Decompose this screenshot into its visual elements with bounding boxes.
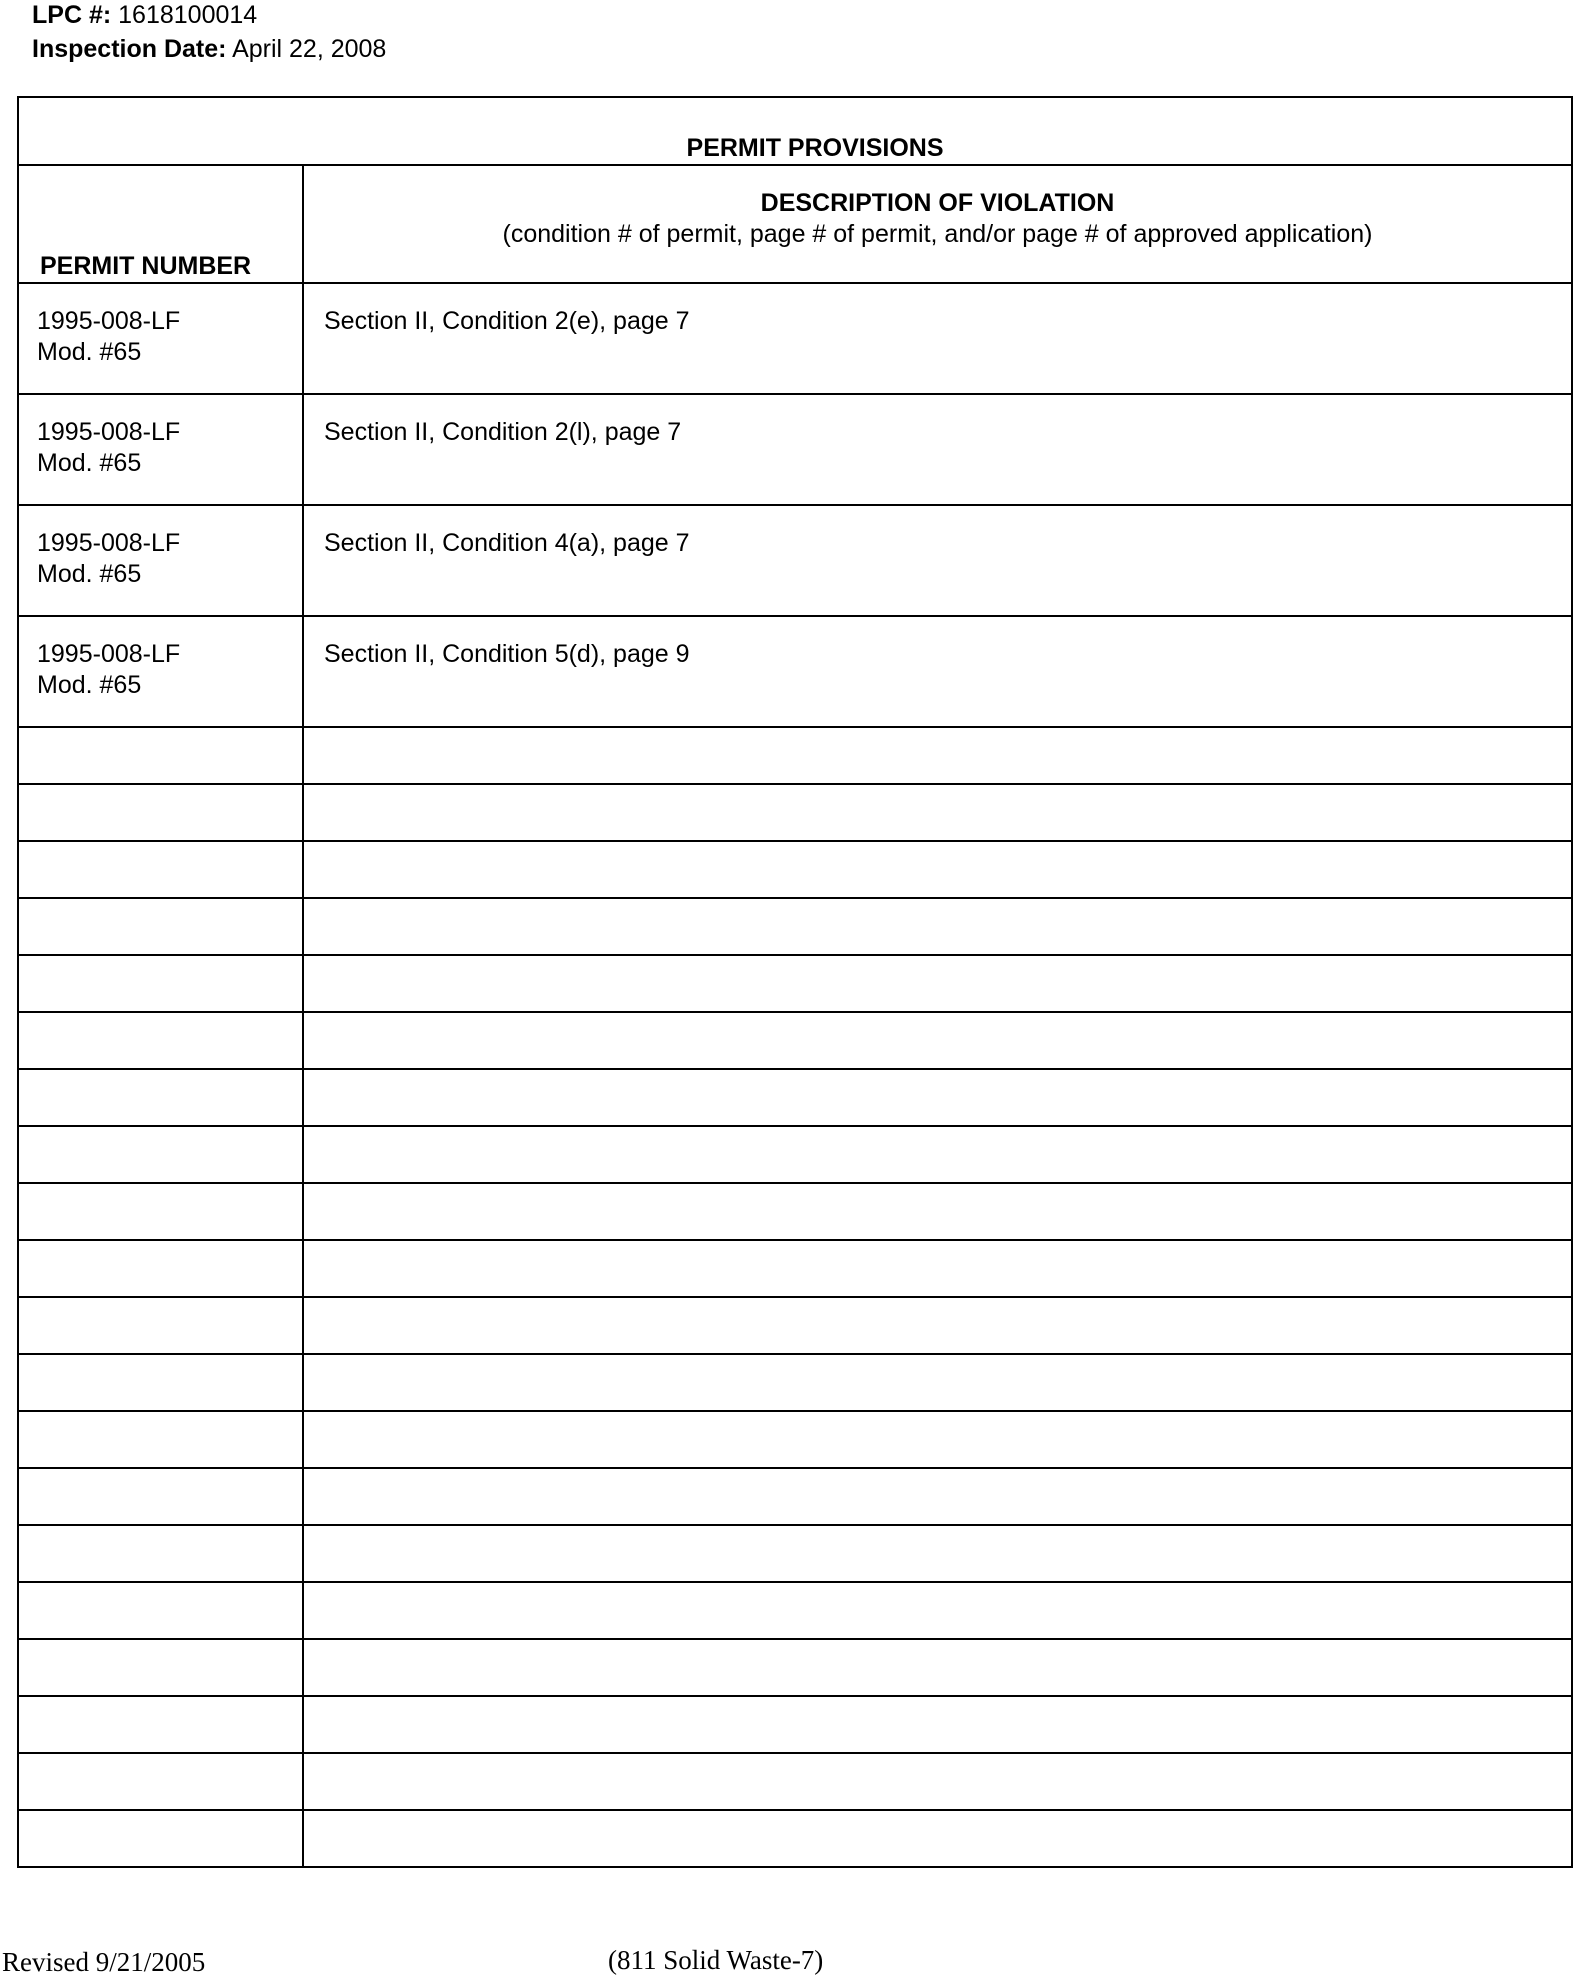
blank-permit-cell	[18, 727, 303, 784]
blank-description-cell	[303, 1069, 1572, 1126]
form-identifier: (811 Solid Waste-7)	[608, 1945, 824, 1975]
blank-permit-cell	[18, 898, 303, 955]
blank-table-row	[18, 1069, 1572, 1126]
blank-description-cell	[303, 727, 1572, 784]
blank-table-row	[18, 1810, 1572, 1867]
blank-permit-cell	[18, 784, 303, 841]
modification-number: Mod. #65	[37, 671, 142, 699]
blank-permit-cell	[18, 1639, 303, 1696]
blank-description-cell	[303, 1525, 1572, 1582]
permit-number: 1995-008-LF	[37, 640, 181, 668]
blank-permit-cell	[18, 1126, 303, 1183]
blank-description-cell	[303, 841, 1572, 898]
table-row	[18, 616, 1572, 727]
permit-number-cell	[18, 394, 303, 505]
blank-permit-cell	[18, 1297, 303, 1354]
blank-description-cell	[303, 784, 1572, 841]
inspection-date-value: April 22, 2008	[232, 35, 387, 63]
blank-permit-cell	[18, 1753, 303, 1810]
description-header	[303, 165, 1572, 283]
blank-table-row	[18, 1696, 1572, 1753]
blank-permit-cell	[18, 1696, 303, 1753]
blank-permit-cell	[18, 1354, 303, 1411]
blank-permit-cell	[18, 1240, 303, 1297]
violation-description: Section II, Condition 5(d), page 9	[303, 616, 1572, 727]
blank-description-cell	[303, 1297, 1572, 1354]
violation-description: Section II, Condition 2(l), page 7	[303, 394, 1572, 505]
blank-table-row	[18, 1354, 1572, 1411]
blank-table-row	[18, 727, 1572, 784]
blank-permit-cell	[18, 1012, 303, 1069]
permit-number-cell	[18, 283, 303, 394]
description-header-title: DESCRIPTION OF VIOLATION	[760, 189, 1115, 217]
column-header-row	[18, 165, 1572, 283]
blank-permit-cell	[18, 841, 303, 898]
blank-table-row	[18, 1297, 1572, 1354]
blank-table-row	[18, 1582, 1572, 1639]
blank-description-cell	[303, 1810, 1572, 1867]
inspection-date-line	[32, 34, 386, 64]
blank-permit-cell	[18, 1411, 303, 1468]
blank-description-cell	[303, 1468, 1572, 1525]
table-title-row	[18, 97, 1572, 165]
permit-number-cell	[18, 505, 303, 616]
modification-number: Mod. #65	[37, 449, 142, 477]
permit-number: 1995-008-LF	[37, 418, 181, 446]
blank-table-row	[18, 1240, 1572, 1297]
blank-table-row	[18, 1126, 1572, 1183]
blank-table-row	[18, 1525, 1572, 1582]
lpc-label: LPC #:	[32, 1, 112, 29]
blank-description-cell	[303, 1411, 1572, 1468]
permit-number: 1995-008-LF	[37, 529, 181, 557]
blank-permit-cell	[18, 1069, 303, 1126]
blank-description-cell	[303, 1012, 1572, 1069]
blank-permit-cell	[18, 1183, 303, 1240]
permit-number-cell	[18, 616, 303, 727]
blank-table-row	[18, 1639, 1572, 1696]
blank-table-row	[18, 1183, 1572, 1240]
blank-permit-cell	[18, 1810, 303, 1867]
blank-table-row	[18, 841, 1572, 898]
revised-date: Revised 9/21/2005	[2, 1947, 206, 1977]
lpc-number-line	[32, 0, 257, 30]
table-row	[18, 394, 1572, 505]
blank-table-row	[18, 1753, 1572, 1810]
blank-table-row	[18, 1468, 1572, 1525]
blank-permit-cell	[18, 955, 303, 1012]
blank-table-row	[18, 1012, 1572, 1069]
blank-description-cell	[303, 1753, 1572, 1810]
blank-description-cell	[303, 955, 1572, 1012]
blank-table-row	[18, 898, 1572, 955]
violation-description: Section II, Condition 2(e), page 7	[303, 283, 1572, 394]
blank-description-cell	[303, 1240, 1572, 1297]
permit-provisions-table	[17, 96, 1573, 1868]
modification-number: Mod. #65	[37, 560, 142, 588]
blank-description-cell	[303, 1183, 1572, 1240]
blank-description-cell	[303, 898, 1572, 955]
blank-permit-cell	[18, 1468, 303, 1525]
blank-description-cell	[303, 1582, 1572, 1639]
violation-description: Section II, Condition 4(a), page 7	[303, 505, 1572, 616]
permit-number-header: PERMIT NUMBER	[18, 165, 303, 283]
blank-description-cell	[303, 1126, 1572, 1183]
table-row	[18, 505, 1572, 616]
table-row	[18, 283, 1572, 394]
blank-permit-cell	[18, 1582, 303, 1639]
inspection-date-label: Inspection Date:	[32, 35, 227, 63]
blank-table-row	[18, 784, 1572, 841]
blank-table-row	[18, 1411, 1572, 1468]
blank-permit-cell	[18, 1525, 303, 1582]
lpc-value: 1618100014	[118, 1, 258, 29]
table-title: PERMIT PROVISIONS	[18, 97, 1572, 165]
permit-number: 1995-008-LF	[37, 307, 181, 335]
modification-number: Mod. #65	[37, 338, 142, 366]
blank-description-cell	[303, 1354, 1572, 1411]
description-header-note: (condition # of permit, page # of permit, and/or page # of approved application)	[502, 220, 1373, 248]
blank-description-cell	[303, 1696, 1572, 1753]
blank-description-cell	[303, 1639, 1572, 1696]
blank-table-row	[18, 955, 1572, 1012]
